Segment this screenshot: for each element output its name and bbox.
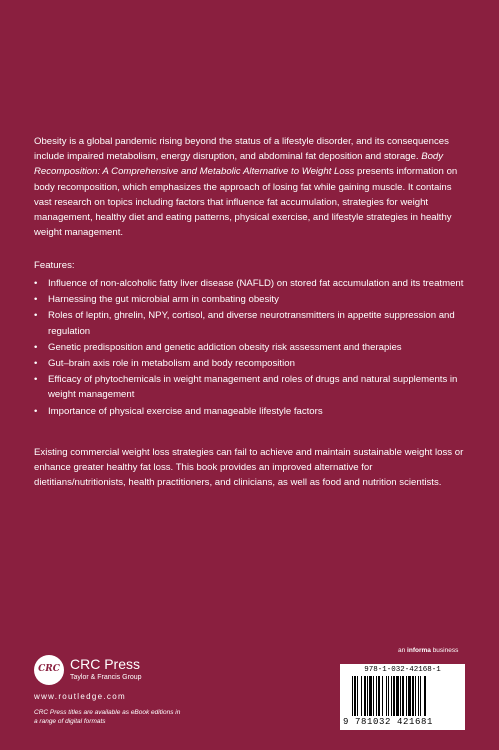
feature-item: • Genetic predisposition and genetic addiction obesity risk assessment and therapies <box>34 340 466 355</box>
isbn-barcode <box>340 664 465 730</box>
feature-item: • Gut–brain axis role in metabolism and body recomposition <box>34 356 466 371</box>
informa-brand: informa <box>407 647 431 654</box>
bullet-icon: • <box>34 405 38 417</box>
feature-item: • Roles of leptin, ghrelin, NPY, cortisol, and diverse neurotransmitters in appetite suppression and regulation <box>34 310 455 337</box>
bullet-icon: • <box>34 374 38 386</box>
features-heading: Features: <box>34 260 75 271</box>
description-part2: presents information on body recomposition, which emphasizes the approach of losing fat while gaining muscle. It contains vast research on topics including factors that influence fat accumulation, strategies for weight management, healthy diet and eating patterns, physical exercise, and lifestyle strategies in healthy weight management. <box>34 166 458 239</box>
barcode-icon <box>352 676 454 716</box>
features-list <box>34 276 466 420</box>
publisher-url: www.routledge.com <box>34 692 126 701</box>
closing-paragraph: Existing commercial weight loss strategies can fail to achieve and maintain sustainable weight loss or enhance greater healthy fat loss. This book provides an improved alternative for dietitians/nutritionists, health practitioners, and clinicians, as well as food and nutrition scientists. <box>34 447 464 489</box>
publisher-group: Taylor & Francis Group <box>70 674 142 681</box>
book-title: Body Recomposition: A Comprehensive and Metabolic Alternative to Weight Loss <box>34 151 444 178</box>
feature-item: • Importance of physical exercise and manageable lifestyle factors <box>34 404 466 419</box>
bullet-icon: • <box>34 278 38 289</box>
ebook-note: CRC Press titles are available as eBook editions in a range of digital formats <box>34 709 181 725</box>
bullet-icon: • <box>34 358 38 370</box>
description <box>34 134 466 240</box>
isbn-number: 978-1-032-42168-1 <box>364 666 441 674</box>
bullet-icon: • <box>34 341 38 353</box>
description-part1: Obesity is a global pandemic rising beyond the status of a lifestyle disorder, and its consequences include impaired metabolism, energy disruption, and abdominal fat deposition and storage. <box>34 136 449 163</box>
feature-item: • Harnessing the gut microbial arm in combating obesity <box>34 292 466 307</box>
crc-logo-text: CRC <box>38 664 60 674</box>
informa-tagline: an informa business <box>398 647 459 654</box>
barcode-digits: 9 781032 421681 <box>343 717 434 727</box>
publisher-name: CRC Press <box>70 656 141 672</box>
crc-logo-icon <box>34 655 64 685</box>
bullet-icon: • <box>34 294 38 306</box>
feature-item: • Influence of non-alcoholic fatty liver disease (NAFLD) on stored fat accumulation and its treatment <box>34 276 466 291</box>
bullet-icon: • <box>34 310 38 322</box>
feature-item: • Efficacy of phytochemicals in weight management and roles of drugs and natural supplements in weight management <box>34 374 458 401</box>
